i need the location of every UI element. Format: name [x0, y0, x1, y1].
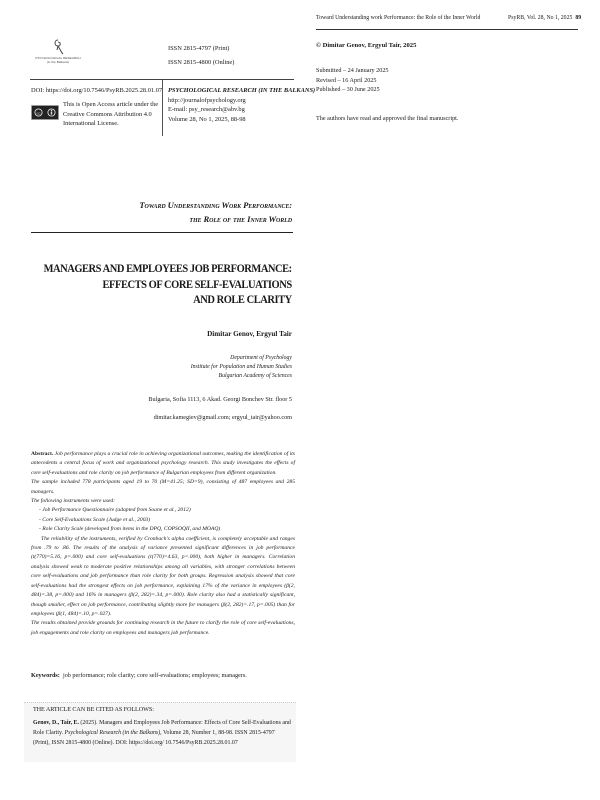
issn-online: ISSN 2815-4800 (Online) — [168, 59, 235, 67]
issn-block — [168, 44, 234, 72]
journal-url[interactable]: http://journalofpsychology.org — [168, 96, 246, 104]
running-head: Toward Understanding work Performance: the Role of the Inner World — [316, 15, 481, 21]
author-emails[interactable]: dimitar.kamegiev@gmail.com; ergyul_tair@yahoo.com — [153, 414, 292, 421]
keywords-value: job performance; role clarity; core self-evaluations; employees; managers. — [62, 672, 247, 679]
instrument-item: - Core Self-Evaluations Scale (Judge et al., 2003) — [39, 516, 151, 523]
copyright: © Dimitar Genov, Ergyul Tair, 2025 — [316, 42, 417, 49]
approval-statement: The authors have read and approved the final manuscript. — [316, 115, 459, 122]
cc-by-badge-icon[interactable] — [31, 105, 59, 120]
journal-info — [168, 86, 315, 124]
instrument-item: - Role Clarity Scale (developed from items in the DPQ, COPSOQII, and MOAQ) — [39, 526, 221, 533]
journal-title: PSYCHOLOGICAL RESEARCH (IN THE BALKANS) — [168, 87, 316, 94]
keywords — [31, 672, 247, 679]
doi-link[interactable]: DOI: https://doi.org/10.7546/PsyRB.2025.28.01.07 — [31, 87, 163, 94]
page-number: 89 — [575, 15, 582, 21]
issn-print: ISSN 2815-4797 (Print) — [168, 45, 230, 52]
abstract-label: Abstract. — [31, 451, 54, 457]
abstract — [31, 450, 295, 638]
date-published: Published – 30 June 2025 — [316, 86, 380, 94]
series-title-line: Toward Understanding Work Performance: — [139, 200, 292, 210]
series-title-line: the Role of the Inner World — [189, 214, 292, 224]
article-title-line: MANAGERS AND EMPLOYEES JOB PERFORMANCE: — [43, 263, 292, 275]
date-revised: Revised – 16 April 2025 — [316, 76, 377, 84]
keywords-label: Keywords: — [31, 672, 60, 679]
abstract-p4: The reliability of the instruments, verified by Cronbach's alpha coefficient, is completely acceptable and ranges from .79 to .86. The results of the analysis of variance presented significant differences in job performance (t(770)=5.16, p=.000) and core self-evaluations (t(770)=4.63, p=.000), both higher in managers. Correlation analysis showed weak to moderate positive relationships among all variables, with stronger correlations between core self-evaluations and job performance than role clarity for both groups. Regression analysis showed that core self-evaluations had the strongest effects on job performance, explaining 17% of the variance in employees (β(2, 484)=.38, p=.000) and 16% in managers (β(2, 282)=.34, p=.000). Role clarity also had a statistically significant, though smaller, effect on job performance, contributing slightly more for managers (β(2, 282)=.17, p=.005) than for employees (β(1, 484)=.10, p=.027). — [31, 535, 295, 617]
journal-ref: PsyRB, Vol. 28, No 1, 2025 — [508, 15, 573, 21]
journal-logo — [28, 38, 88, 64]
journal-reference — [508, 15, 581, 21]
license-line: International License. — [63, 120, 119, 127]
logo-subname: (in the Balkans) — [46, 60, 70, 64]
license-link[interactable]: Creative Commons Attribution 4.0 — [63, 110, 152, 118]
date-submitted: Submitted – 24 January 2025 — [316, 67, 389, 74]
license-line: This is Open Access article under the — [63, 101, 159, 108]
citation-heading: THE ARTICLE CAN BE CITED AS FOLLOWS: — [33, 706, 154, 713]
affiliation-line: Bulgarian Academy of Sciences — [218, 373, 292, 380]
journal-volume: Volume 28, No 1, 2025, 88-98 — [168, 115, 246, 123]
affiliation-line: Department of Psychology — [230, 355, 292, 361]
logo-name: PSYCHOLOGICAL RESEARCH — [35, 56, 81, 60]
series-divider — [31, 232, 293, 233]
svg-text:cc: cc — [36, 110, 41, 116]
header-column-divider — [162, 80, 163, 136]
article-title — [44, 262, 292, 309]
license-text — [63, 100, 158, 129]
authors: Dimitar Genov, Ergyul Tair — [207, 330, 292, 338]
article-title-line: AND ROLE CLARITY — [193, 294, 292, 307]
series-title — [139, 198, 292, 226]
abstract-p3: The following instruments were used: — [31, 498, 116, 505]
abstract-p5: The results obtained provide grounds for continuing research in the future to clarify the role of core self-evaluations, job engagements and role clarity on employees and managers job performance. — [31, 620, 295, 636]
citation-part: , Volume 28, Number 1, 88-98. ISSN 2815-4797 (Print), ISSN 2815-4800 (Online). DOI: https://doi.org/ 10.7546/PsyRB.2025.28.01.07 — [33, 729, 275, 746]
license-block — [31, 100, 158, 129]
publication-dates — [316, 66, 389, 95]
affiliation — [191, 354, 292, 382]
affiliation-line: Institute for Population and Human Studies — [190, 364, 292, 371]
journal-logo-icon — [51, 38, 65, 56]
abstract-p2: The sample included 778 participants aged 19 to 70 (M=41.25; SD=9), consisting of 487 employees and 285 managers. — [31, 479, 295, 495]
citation-part: (2025). Managers and Employees Job Performance: Effects of Core Self-Evaluations and Role Clarity. — [33, 720, 291, 736]
abstract-p1: Job performance plays a crucial role in achieving organizational outcomes, making the identification of its antecedents a central focus of work and organizational psychology research. This study investigates the effects of core self-evaluations and role clarity on job performance of Bulgarian employees from different organization. — [31, 451, 295, 476]
citation-authors: Genov, D., Tair, E. — [33, 720, 79, 726]
article-title-line: EFFECTS OF CORE SELF-EVALUATIONS — [102, 278, 292, 291]
citation-journal: Psychological Research (in the Balkans) — [64, 729, 161, 736]
running-head-divider — [316, 29, 578, 30]
instrument-item: - Job Performance Questionnaire (adapted from Soane et al., 2012) — [39, 507, 191, 514]
journal-email[interactable]: E-mail: psy_research@abv.bg — [168, 106, 245, 114]
address: Bulgaria, Sofia 1113, 6 Akad. Georgi Bonchev Str. floor 5 — [148, 396, 292, 403]
citation-text — [33, 719, 291, 748]
